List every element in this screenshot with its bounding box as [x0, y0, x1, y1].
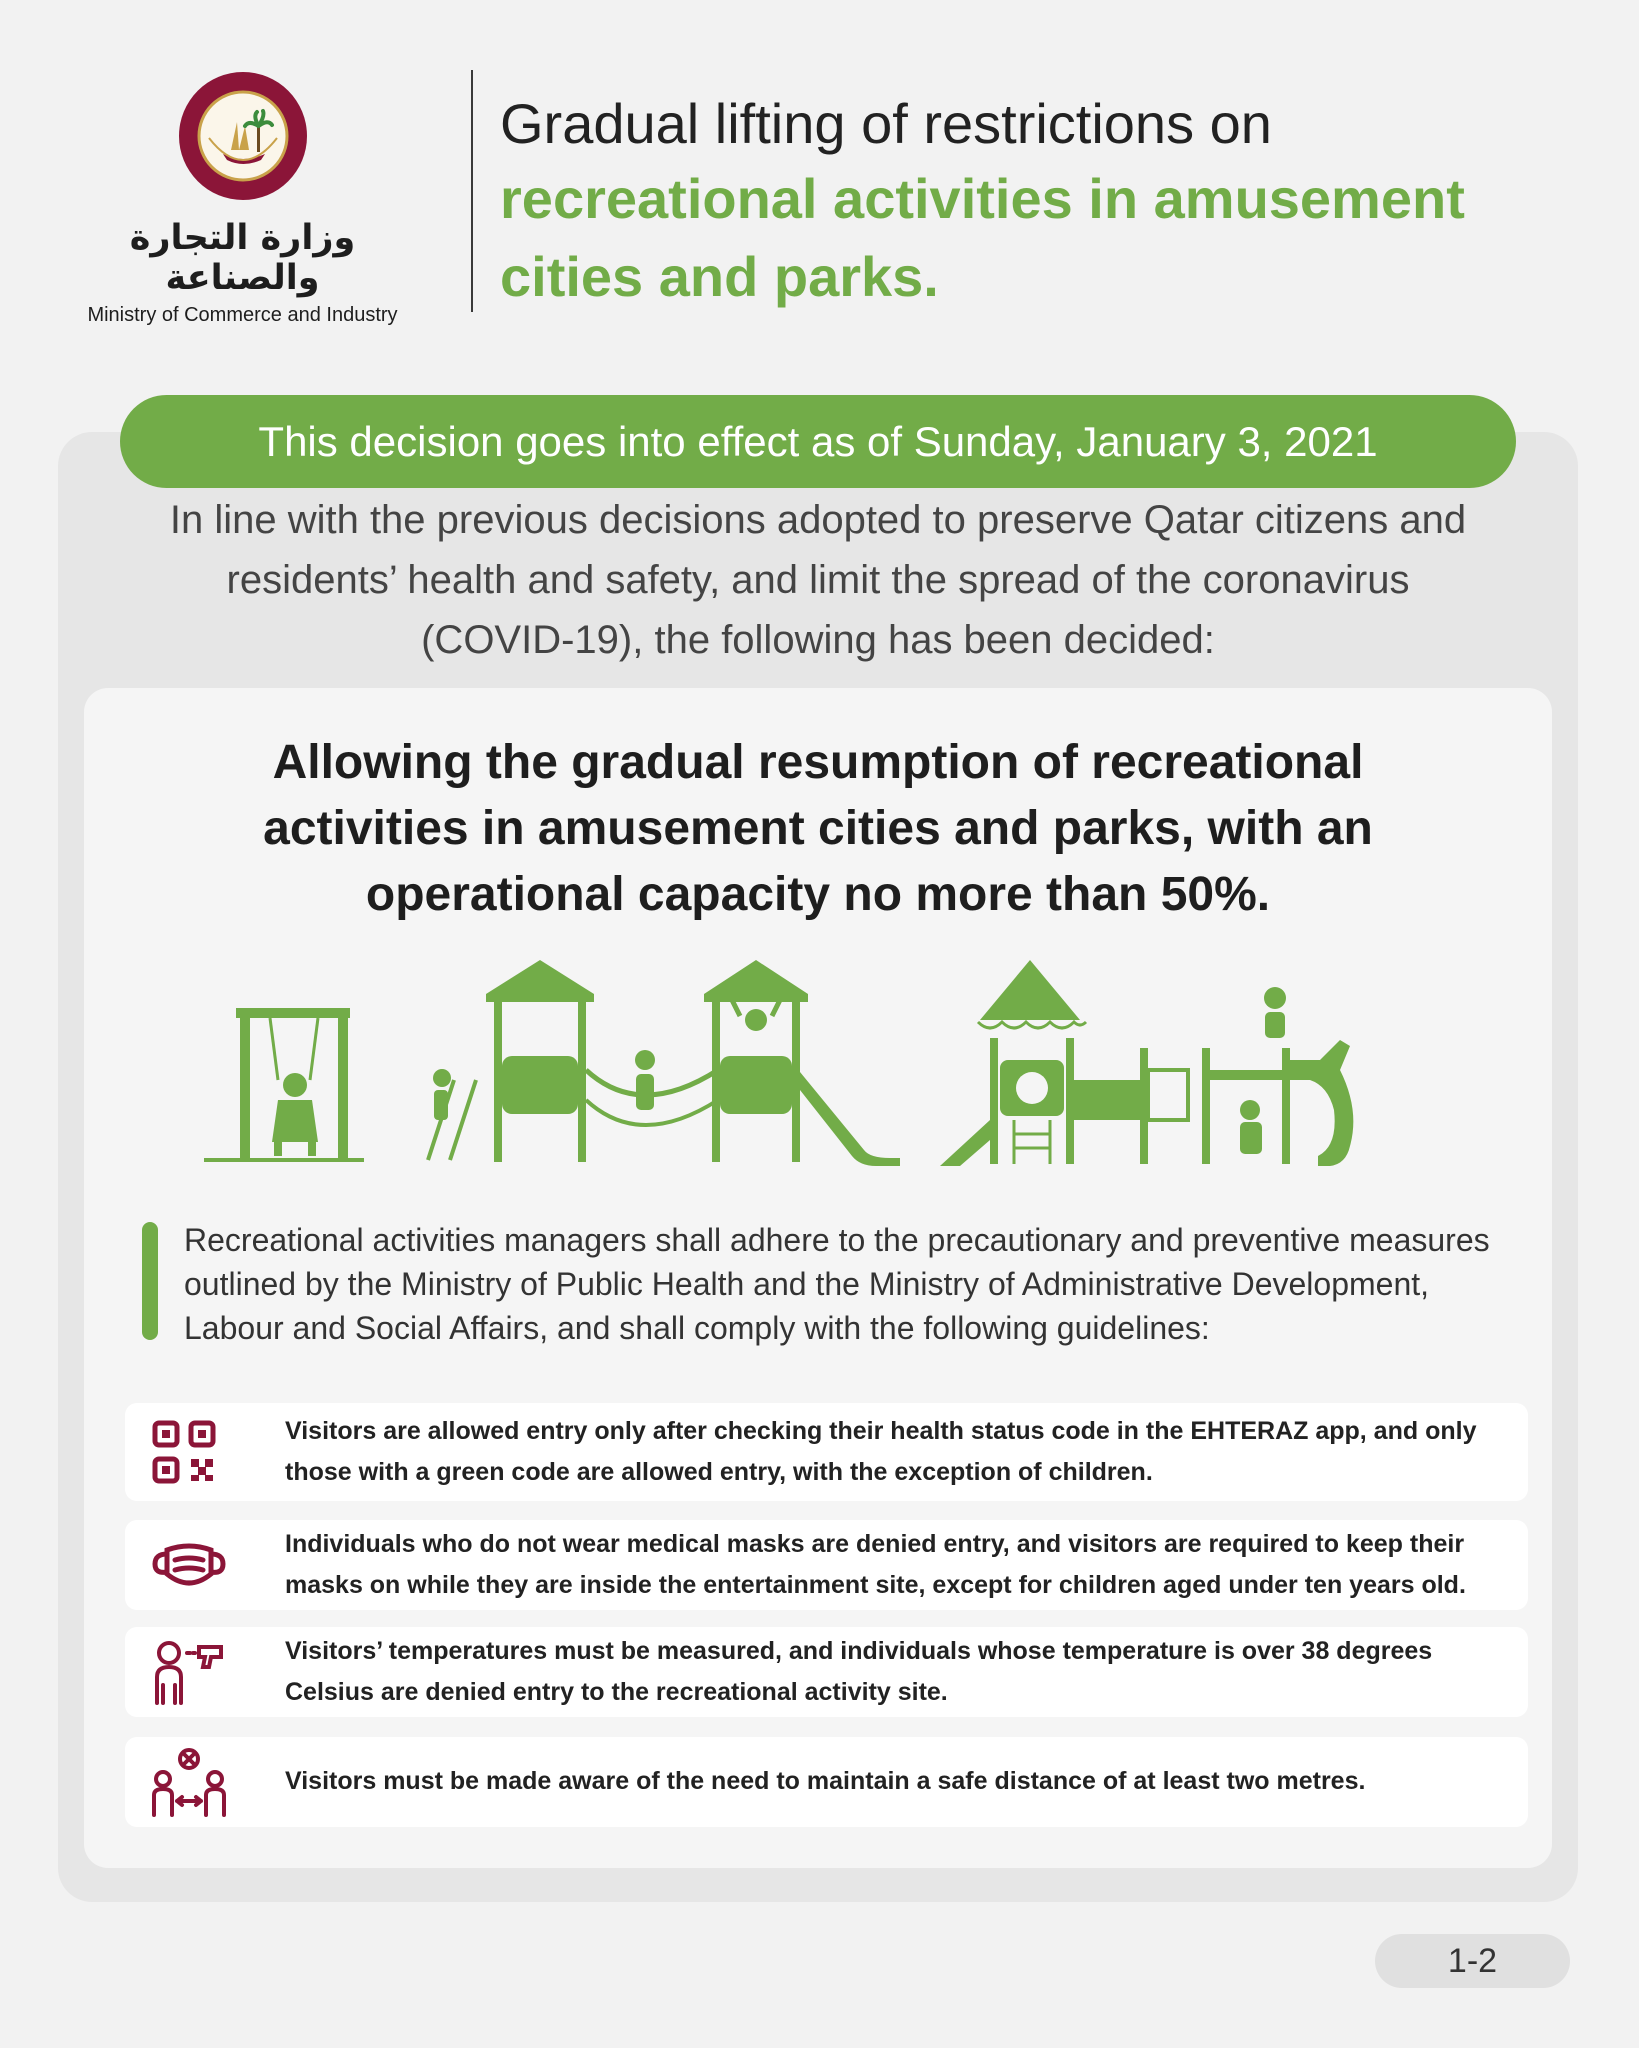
headline-line-1: Allowing the gradual resumption of recreational [272, 736, 1364, 789]
slide-tower-icon [704, 960, 900, 1166]
social-distance-icon [149, 1747, 229, 1817]
temperature-check-icon [149, 1637, 229, 1707]
title-line-3: cities and parks. [500, 245, 939, 308]
face-mask-icon [149, 1530, 229, 1600]
measures-paragraph [184, 1218, 1514, 1350]
climbing-tower-icon [428, 960, 718, 1162]
guideline-masks [125, 1520, 1528, 1610]
guideline-2-line-2: masks on while they are inside the entertainment site, except for children aged under ten years old. [285, 1571, 1466, 1599]
guideline-3-line-2: Celsius are denied entry to the recreational activity site. [285, 1678, 948, 1706]
guideline-ehteraz [125, 1403, 1528, 1501]
effective-date-banner [120, 395, 1516, 488]
measures-accent-bar [142, 1222, 158, 1340]
decision-headline [84, 730, 1552, 928]
playground-illustration [200, 960, 1410, 1175]
headline-line-2: activities in amusement cities and parks, with an [263, 802, 1373, 855]
page-title [500, 88, 1580, 316]
title-line-2: recreational activities in amusement [500, 167, 1465, 230]
qr-code-icon [149, 1417, 219, 1487]
title-line-1: Gradual lifting of restrictions on [500, 92, 1272, 155]
header-divider [471, 70, 473, 312]
guideline-distance [125, 1737, 1528, 1827]
ministry-logo [70, 64, 415, 326]
qatar-emblem-icon [173, 64, 313, 204]
ministry-name-english: Ministry of Commerce and Industry [87, 304, 398, 326]
measures-line-2: outlined by the Ministry of Public Health and the Ministry of Administrative Development, [184, 1266, 1430, 1302]
play-structure-icon [940, 960, 1353, 1166]
ministry-name-arabic: وزارة التجارة والصناعة [129, 218, 356, 298]
guideline-3-line-1: Visitors’ temperatures must be measured, and individuals whose temperature is over 38 degrees [285, 1637, 1433, 1665]
intro-line-3: (COVID-19), the following has been decided: [421, 618, 1215, 662]
measures-line-3: Labour and Social Affairs, and shall comply with the following guidelines: [184, 1310, 1210, 1346]
headline-line-3: operational capacity no more than 50%. [365, 868, 1271, 921]
swing-set-icon [204, 1008, 364, 1162]
guideline-4-line-1: Visitors must be made aware of the need to maintain a safe distance of at least two metres. [285, 1767, 1366, 1795]
intro-line-1: In line with the previous decisions adopted to preserve Qatar citizens and [169, 498, 1467, 542]
guideline-1-line-2: those with a green code are allowed entry, with the exception of children. [285, 1458, 1153, 1486]
guideline-2-line-1: Individuals who do not wear medical masks are denied entry, and visitors are required to keep their [285, 1530, 1465, 1558]
measures-line-1: Recreational activities managers shall adhere to the precautionary and preventive measures [184, 1222, 1490, 1258]
page-number-badge [1375, 1934, 1570, 1988]
effective-date-text: This decision goes into effect as of Sunday, January 3, 2021 [258, 417, 1378, 465]
guideline-1-line-1: Visitors are allowed entry only after checking their health status code in the EHTERAZ app, and only [285, 1417, 1477, 1445]
intro-paragraph [120, 490, 1516, 670]
guideline-temperature [125, 1627, 1528, 1717]
page-number: 1-2 [1447, 1941, 1498, 1980]
intro-line-2: residents’ health and safety, and limit the spread of the coronavirus [226, 558, 1410, 602]
